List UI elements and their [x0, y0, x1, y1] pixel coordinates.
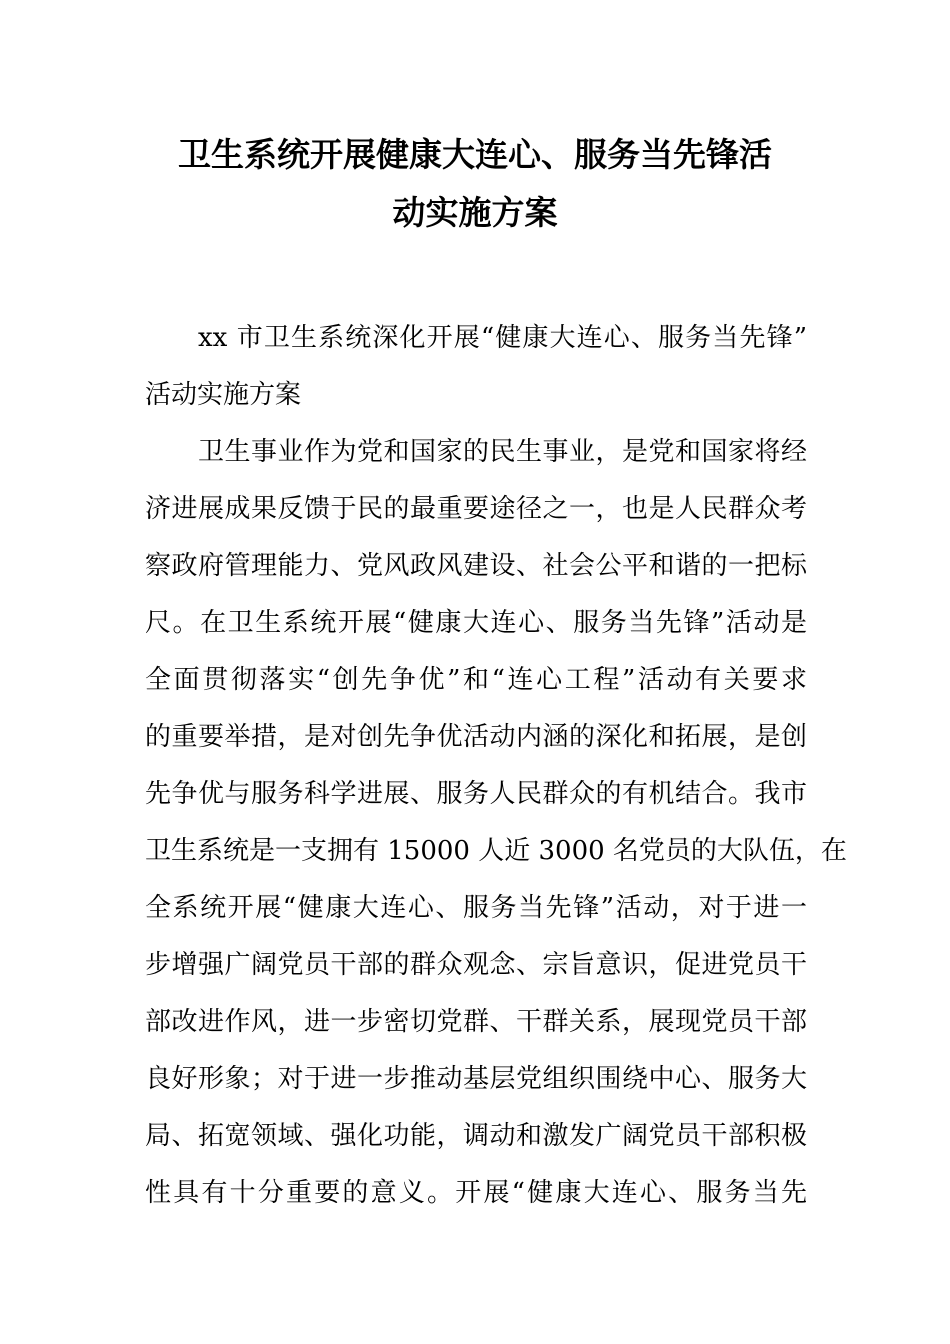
- paragraph-line: 尺。在卫生系统开展“健康大连心、服务当先锋”活动是: [145, 608, 807, 638]
- paragraph-line: 先争优与服务科学进展、服务人民群众的有机结合。我市: [145, 779, 807, 809]
- paragraph-line: 卫生系统是一支拥有 15000 人近 3000 名党员的大队伍，在: [145, 836, 847, 866]
- paragraph-line: 局、拓宽领域、强化功能，调动和激发广阔党员干部积极: [145, 1121, 807, 1151]
- paragraph-line: 济进展成果反馈于民的最重要途径之一，也是人民群众考: [145, 494, 807, 524]
- paragraph-line: 的重要举措，是对创先争优活动内涵的深化和拓展，是创: [145, 722, 807, 752]
- paragraph-line: 察政府管理能力、党风政风建设、社会公平和谐的一把标: [145, 551, 807, 581]
- paragraph-line: 全系统开展“健康大连心、服务当先锋”活动，对于进一: [145, 893, 807, 923]
- paragraph-line: 良好形象；对于进一步推动基层党组织围绕中心、服务大: [145, 1064, 807, 1094]
- subtitle-line-2: 活动实施方案: [145, 380, 302, 410]
- document-title-line-1: 卫生系统开展健康大连心、服务当先锋活: [178, 135, 772, 174]
- paragraph-line: 卫生事业作为党和国家的民生事业，是党和国家将经: [198, 437, 807, 467]
- paragraph-line: 步增强广阔党员干部的群众观念、宗旨意识，促进党员干: [145, 950, 807, 980]
- paragraph-line: 全面贯彻落实“创先争优”和“连心工程”活动有关要求: [145, 665, 807, 695]
- paragraph-line: 部改进作风，进一步密切党群、干群关系，展现党员干部: [145, 1007, 807, 1037]
- paragraph-line: 性具有十分重要的意义。开展“健康大连心、服务当先: [145, 1178, 807, 1208]
- document-title-line-2: 动实施方案: [392, 193, 558, 232]
- subtitle-line-1: xx 市卫生系统深化开展“健康大连心、服务当先锋”: [198, 323, 807, 353]
